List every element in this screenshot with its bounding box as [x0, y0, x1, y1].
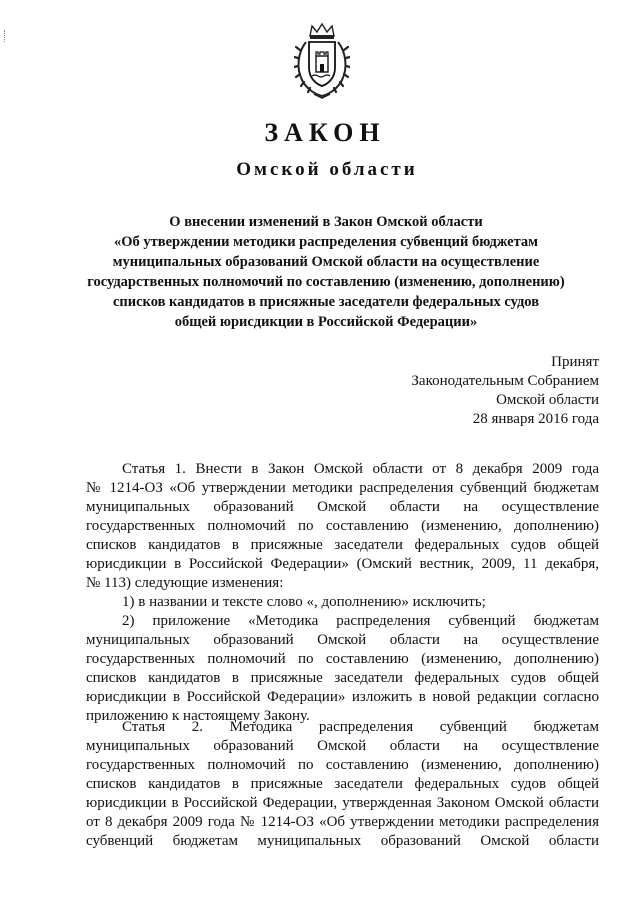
law-title: [60, 212, 592, 332]
article-2-line: муниципальных образований Омской области на осуществление: [86, 738, 599, 754]
article-1-item-1: 1) в названии и тексте слово «, дополнению» исключить;: [122, 594, 486, 610]
article-1: [86, 460, 599, 726]
article-2-line: государственных полномочий по составлению (изменению, дополнению): [86, 757, 599, 773]
article-2: [86, 718, 599, 851]
adoption-line: Омской области: [496, 392, 599, 408]
law-title-line: списков кандидатов в присяжные заседатели федеральных судов: [112, 294, 540, 310]
article-1-item-2: 2) приложение «Методика распределения субвенций бюджетам: [122, 613, 599, 629]
law-title-line: общей юрисдикции в Российской Федерации»: [174, 314, 478, 330]
article-1-line: муниципальных образований Омской области на осуществление: [86, 632, 599, 648]
article-1-line: № 113) следующие изменения:: [86, 575, 284, 591]
region-heading: Омской области: [236, 159, 418, 180]
article-1-line: государственных полномочий по составлению (изменению, дополнению): [86, 651, 599, 667]
adoption-line: Законодательным Собранием: [411, 373, 599, 389]
article-1-line: № 1214-ОЗ «Об утверждении методики распределения субвенций бюджетам: [86, 480, 599, 496]
omsk-coat-of-arms-icon: [294, 22, 350, 100]
article-1-line: государственных полномочий по составлению (изменению, дополнению): [86, 518, 599, 534]
document-type-heading: ЗАКОН: [264, 118, 386, 147]
adoption-date: 28 января 2016 года: [472, 411, 599, 427]
adoption-block: [411, 353, 599, 429]
article-1-line: муниципальных образований Омской области на осуществление: [86, 499, 599, 515]
law-title-line: муниципальных образований Омской области на осуществление: [112, 254, 540, 270]
law-title-line: «Об утверждении методики распределения субвенций бюджетам: [114, 234, 538, 250]
article-1-line: юрисдикции в Российской Федерации» (Омский вестник, 2009, 11 декабря,: [86, 556, 599, 572]
article-2-line: субвенций бюджетам муниципальных образований Омской области: [86, 833, 599, 849]
law-title-line: государственных полномочий по составлению (изменению, дополнению): [87, 274, 565, 290]
article-2-line: списков кандидатов в присяжные заседатели федеральных судов общей: [86, 776, 599, 792]
article-2-line: юрисдикции в Российской Федерации, утвержденная Законом Омской области: [86, 795, 599, 811]
article-1-line: Статья 1. Внести в Закон Омской области от 8 декабря 2009 года: [122, 461, 599, 477]
article-1-line: приложению к настоящему Закону.: [86, 708, 310, 724]
adoption-line: Принят: [551, 354, 599, 370]
article-2-line: Статья 2. Методика распределения субвенций бюджетам: [122, 719, 599, 735]
article-1-line: списков кандидатов в присяжные заседатели федеральных судов общей: [86, 670, 599, 686]
article-1-line: списков кандидатов в присяжные заседатели федеральных судов общей: [86, 537, 599, 553]
article-1-line: юрисдикции в Российской Федерации» изложить в новой редакции согласно: [86, 689, 599, 705]
scan-artifact: [4, 30, 8, 42]
article-2-line: от 8 декабря 2009 года № 1214-ОЗ «Об утверждении методики распределения: [86, 814, 599, 830]
law-title-line: О внесении изменений в Закон Омской области: [169, 214, 483, 230]
